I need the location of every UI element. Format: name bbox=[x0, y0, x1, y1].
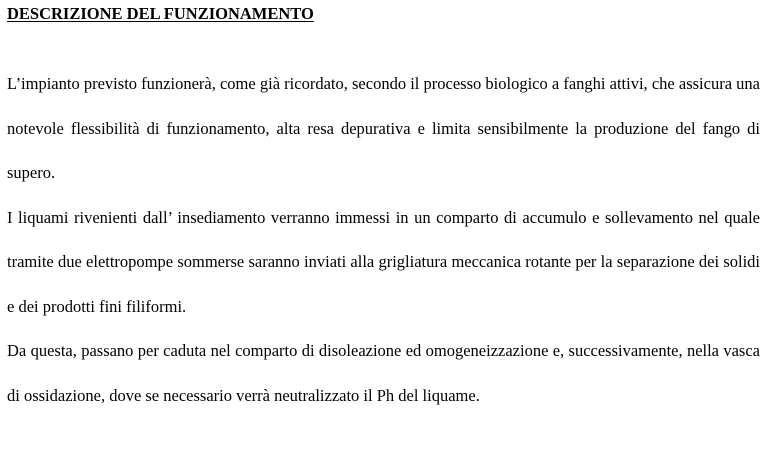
paragraph-inflow: I liquami rivenienti dall’ insediamento verranno immessi in un comparto di accumulo e sollevamento nel quale tramite due elettropompe sommerse saranno inviati alla grigliatura meccanica rotante per la separazione dei solidi e dei prodotti fini filiformi. bbox=[7, 207, 760, 316]
paragraph-process: L’impianto previsto funzionerà, come già ricordato, secondo il processo biologico a fanghi attivi, che assicura una notevole flessibilità di funzionamento, alta resa depurativa e limita sensibilmente la produzione del fango di supero. bbox=[7, 74, 760, 182]
document-title: DESCRIZIONE DEL FUNZIONAMENTO bbox=[7, 4, 314, 23]
paragraph-treatment: Da questa, passano per caduta nel comparto di disoleazione ed omogeneizzazione e, successivamente, nella vasca di ossidazione, dove se necessario verrà neutralizzato il Ph del liquame. bbox=[7, 341, 760, 405]
document-page bbox=[7, 0, 760, 418]
